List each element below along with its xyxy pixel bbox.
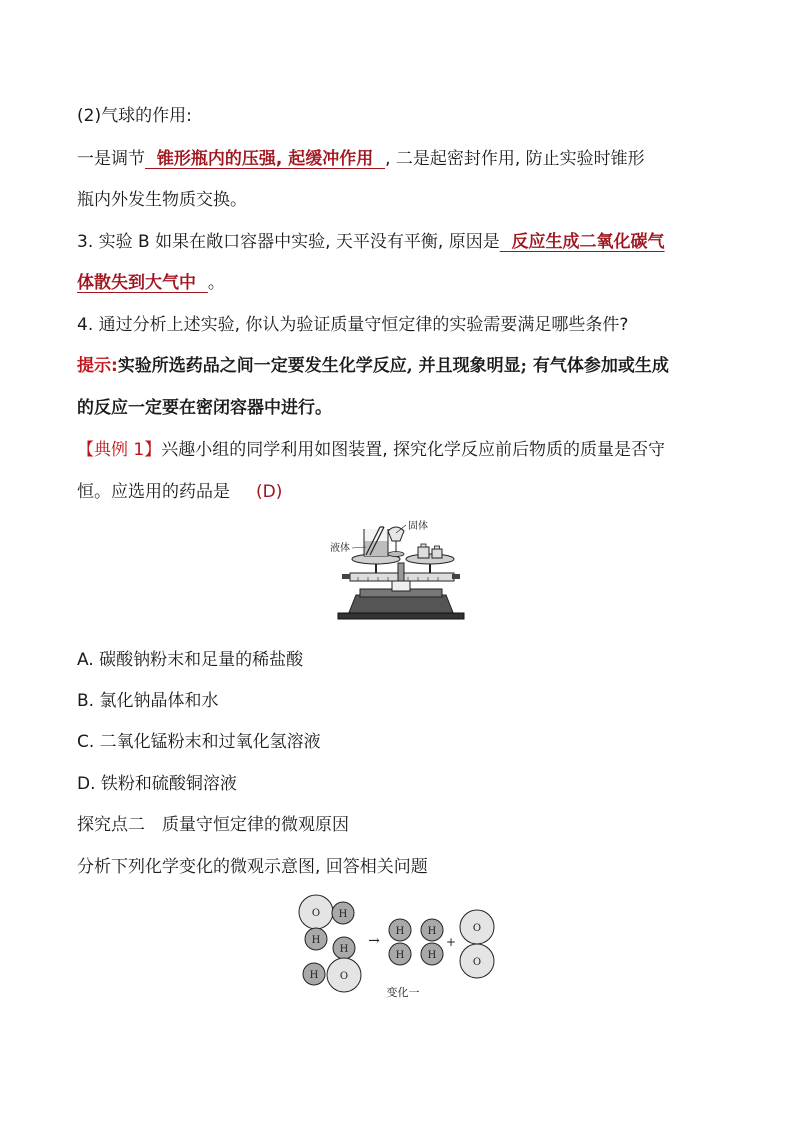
q3-line1 [77, 230, 665, 254]
hint-text-1: 实验所选药品之间一定要发生化学反应, 并且现象明显; 有气体参加或生成 [117, 356, 669, 376]
hint-line1 [77, 354, 669, 378]
balance-label-liquid: 液体 [330, 543, 350, 554]
atom-label-h: H [427, 926, 437, 937]
atom-label-h: H [395, 926, 405, 937]
atom-label-o: O [339, 971, 349, 982]
q2-line2: 瓶内外发生物质交换。 [77, 190, 247, 210]
atom-label-h: H [427, 950, 437, 961]
example1-answer: (D) [256, 482, 283, 502]
example1-text-2: 恒。应选用的药品是 [77, 482, 230, 502]
balance-figure [328, 519, 474, 621]
micro-diagram [296, 893, 502, 1001]
example1-text-1: 兴趣小组的同学利用如图装置, 探究化学反应前后物质的质量是否守 [161, 440, 666, 460]
q2-answer: 锥形瓶内的压强, 起缓冲作用 [145, 149, 386, 169]
atom-label-h: H [395, 950, 405, 961]
option-b: B. 氯化钠晶体和水 [77, 691, 219, 711]
atom-label-o: O [311, 908, 321, 919]
plus-sign: + [445, 935, 457, 949]
q3-line1-pre: 3. 实验 B 如果在敞口容器中实验, 天平没有平衡, 原因是 [77, 232, 500, 252]
example1-line2 [77, 480, 282, 504]
hint-line2 [77, 396, 332, 420]
reaction-arrow: → [368, 933, 380, 949]
option-a: A. 碳酸钠粉末和足量的稀盐酸 [77, 650, 304, 670]
atom-label-h: H [309, 970, 319, 981]
section2-title: 探究点二 质量守恒定律的微观原因 [77, 815, 349, 835]
option-c: C. 二氧化锰粉末和过氧化氢溶液 [77, 732, 321, 752]
q4-text: 4. 通过分析上述实验, 你认为验证质量守恒定律的实验需要满足哪些条件? [77, 315, 629, 335]
q3-line2 [77, 271, 225, 295]
option-d: D. 铁粉和硫酸铜溶液 [77, 774, 237, 794]
q3-answer-part1: 反应生成二氧化碳气 [499, 232, 665, 252]
atom-label-o: O [472, 957, 482, 968]
example1-line1 [77, 438, 665, 462]
q3-answer-part2: 体散失到大气中 [77, 273, 208, 293]
q3-line2-post: 。 [207, 273, 225, 293]
hint-text-2: 的反应一定要在密闭容器中进行。 [77, 398, 332, 418]
atom-label-o: O [472, 923, 482, 934]
balance-label-solid: 固体 [408, 521, 428, 532]
atom-label-h: H [339, 944, 349, 955]
q2-line1-pre: 一是调节 [77, 149, 145, 169]
atom-label-h: H [311, 935, 321, 946]
section2-instruction: 分析下列化学变化的微观示意图, 回答相关问题 [77, 857, 428, 877]
q2-line1 [77, 147, 645, 171]
hint-label: 提示: [77, 356, 118, 376]
example1-label: 【典例 1】 [77, 440, 162, 460]
micro-caption: 变化一 [386, 986, 420, 999]
q2-line1-post: , 二是起密封作用, 防止实验时锥形 [385, 149, 645, 169]
q2-heading: (2)气球的作用: [77, 106, 192, 126]
atom-label-h: H [338, 909, 348, 920]
